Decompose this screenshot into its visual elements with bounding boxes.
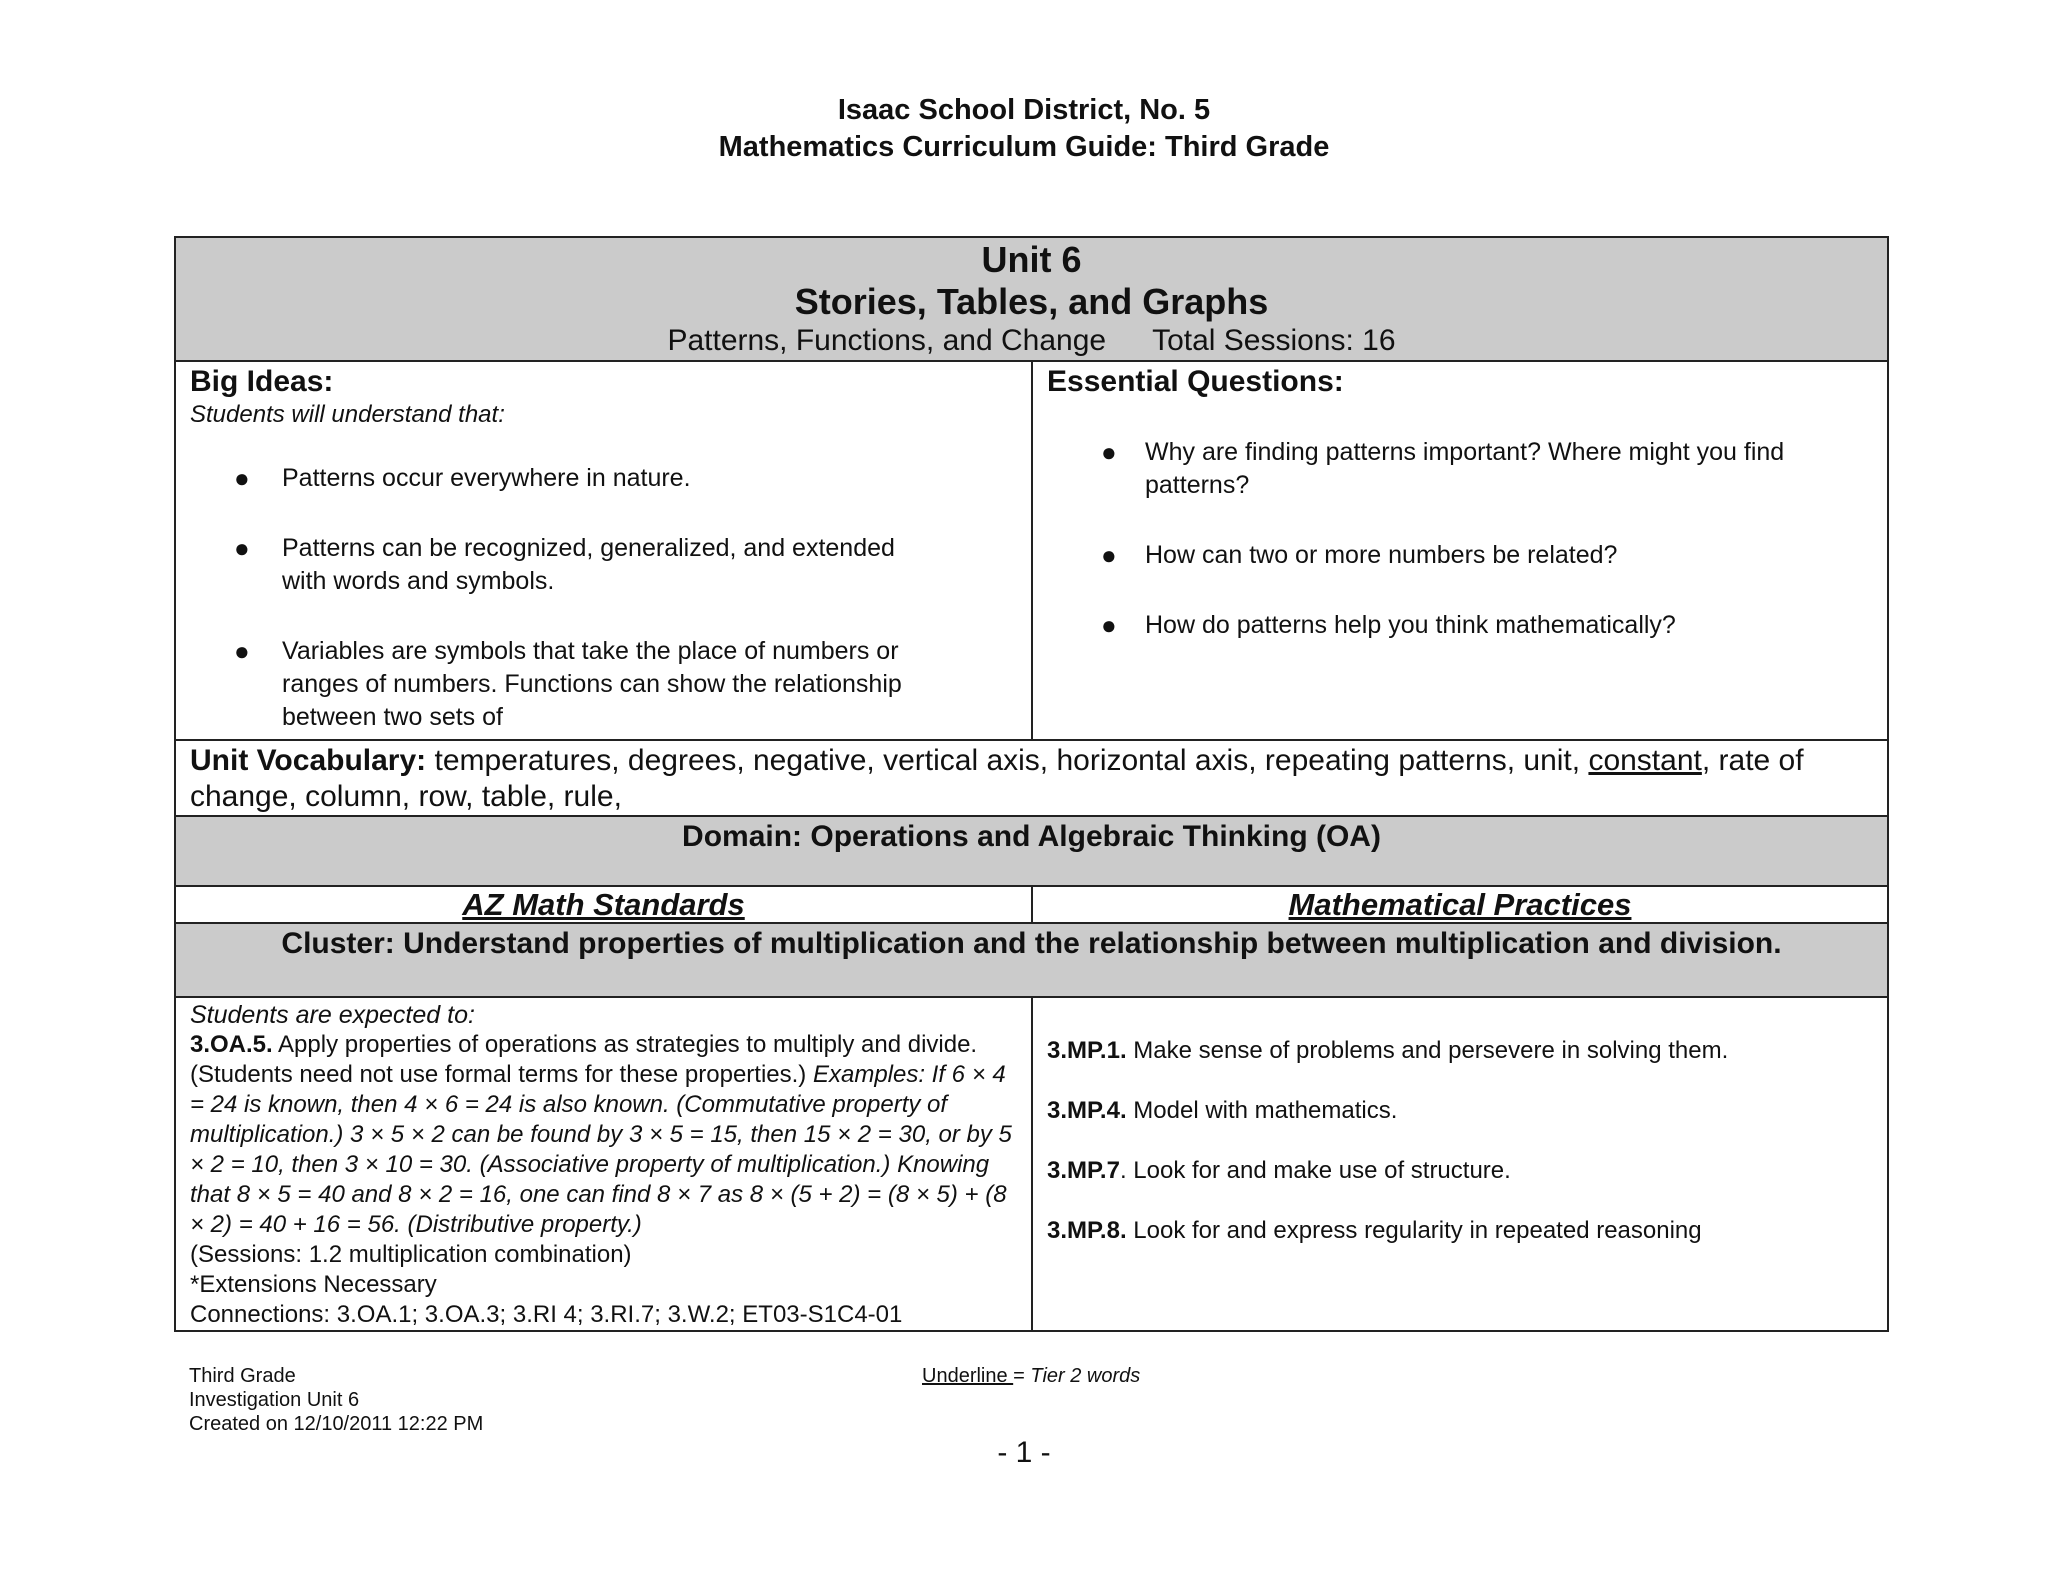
standards-intro: Students are expected to: xyxy=(190,1001,475,1029)
footer-unit: Investigation Unit 6 xyxy=(189,1389,360,1411)
list-item: ● Patterns occur everywhere in nature. xyxy=(234,463,691,493)
list-item: 3.MP.1. Make sense of problems and persevere in solving them. xyxy=(1047,1037,1729,1064)
mathematical-practices-header: Mathematical Practices xyxy=(1032,886,1888,923)
bullet-icon: ● xyxy=(234,533,250,563)
unit-strand: Patterns, Functions, and Change xyxy=(667,324,1107,357)
standard-3-oa-5 xyxy=(190,1030,1023,1240)
legend-underline: Underline xyxy=(922,1365,1014,1387)
footer-grade: Third Grade xyxy=(189,1365,296,1387)
document-header xyxy=(0,92,2048,166)
big-ideas-subtitle: Students will understand that: xyxy=(190,401,505,428)
tier2-word: constant xyxy=(1588,744,1702,777)
standards-cell xyxy=(175,997,1032,1331)
cluster-title: Cluster: Understand properties of multiplication and the relationship between multiplication and division. xyxy=(281,927,1782,960)
domain-title: Domain: Operations and Algebraic Thinking (OA) xyxy=(682,820,1381,853)
footer-info xyxy=(189,1364,483,1436)
list-item: 3.MP.8. Look for and express regularity in repeated reasoning xyxy=(1047,1217,1702,1244)
vocabulary-words: temperatures, degrees, negative, vertical axis, horizontal axis, repeating patterns, unit, xyxy=(426,744,1589,777)
standard-text: Apply properties of operations as strategies to multiply and divide. (Students need not use formal terms for these properties.) xyxy=(190,1031,978,1088)
practices-list xyxy=(1047,1036,1873,1246)
list-item: ● How do patterns help you think mathematically? xyxy=(1101,610,1676,640)
az-math-standards-header: AZ Math Standards xyxy=(175,886,1032,923)
guide-title: Mathematics Curriculum Guide: Third Grade xyxy=(718,131,1330,163)
list-item: ● Variables are symbols that take the place of numbers or ranges of numbers. Functions can show the relationship between two sets of xyxy=(234,636,902,731)
district-name: Isaac School District, No. 5 xyxy=(837,94,1211,126)
standard-connections: Connections: 3.OA.1; 3.OA.3; 3.RI 4; 3.RI.7; 3.W.2; ET03-S1C4-01 xyxy=(190,1301,903,1328)
legend-equals: = xyxy=(1013,1365,1031,1387)
total-sessions: Total Sessions: 16 xyxy=(1152,324,1396,357)
unit-vocabulary-cell xyxy=(175,740,1888,816)
bullet-icon: ● xyxy=(1101,437,1117,467)
bullet-icon: ● xyxy=(234,463,250,493)
list-item: 3.MP.4. Model with mathematics. xyxy=(1047,1097,1398,1124)
footer-legend xyxy=(922,1364,1140,1388)
standard-sessions: (Sessions: 1.2 multiplication combination) xyxy=(190,1241,632,1268)
big-ideas-title: Big Ideas: xyxy=(190,365,334,398)
standard-code: 3.OA.5. xyxy=(190,1031,273,1058)
unit-subtitle xyxy=(176,324,1887,358)
bullet-icon: ● xyxy=(234,636,250,666)
standard-extensions: *Extensions Necessary xyxy=(190,1271,437,1298)
footer-created: Created on 12/10/2011 12:22 PM xyxy=(189,1413,484,1435)
list-item: ● How can two or more numbers be related? xyxy=(1101,540,1618,570)
big-ideas-cell xyxy=(175,361,1032,740)
cluster-cell xyxy=(175,923,1888,997)
practices-cell xyxy=(1032,997,1888,1331)
list-item: ● Why are finding patterns important? Where might you find patterns? xyxy=(1101,437,1785,499)
unit-header-cell xyxy=(175,237,1888,361)
curriculum-table xyxy=(174,236,1889,1332)
essential-questions-title: Essential Questions: xyxy=(1047,365,1344,398)
bullet-icon: ● xyxy=(1101,540,1117,570)
legend-tier: Tier 2 words xyxy=(1030,1365,1141,1387)
vocabulary-words-rest: , rate of change, column, row, table, rule, xyxy=(190,744,1804,813)
unit-title: Stories, Tables, and Graphs xyxy=(794,281,1269,322)
essential-questions-cell xyxy=(1032,361,1888,740)
list-item: ● Patterns can be recognized, generalized, and extended with words and symbols. xyxy=(234,533,895,595)
vocabulary-label: Unit Vocabulary: xyxy=(190,744,427,777)
list-item: 3.MP.7. Look for and make use of structure. xyxy=(1047,1157,1511,1184)
page-number: - 1 - xyxy=(997,1436,1051,1469)
domain-cell xyxy=(175,816,1888,886)
essential-questions-list xyxy=(1047,436,1873,642)
standard-examples: Examples: If 6 × 4 = 24 is known, then 4 × 6 = 24 is also known. (Commutative property of multiplication.) 3 × 5 × 2 can be found by 3 × 5 = 15, then 15 × 2 = 30, or by 5 × 2 = 10, then 3 × 10 = 30. (Associative property of multiplication.) Knowing that 8 × 5 = 40 and 8 × 2 = 16, one can find 8 × 7 as 8 × (5 + 2) = (8 × 5) + (8 × 2) = 40 + 16 = 56. (Distributive property.) xyxy=(190,1061,1012,1238)
unit-number: Unit 6 xyxy=(981,239,1082,280)
bullet-icon: ● xyxy=(1101,610,1117,640)
big-ideas-list xyxy=(190,462,1017,734)
